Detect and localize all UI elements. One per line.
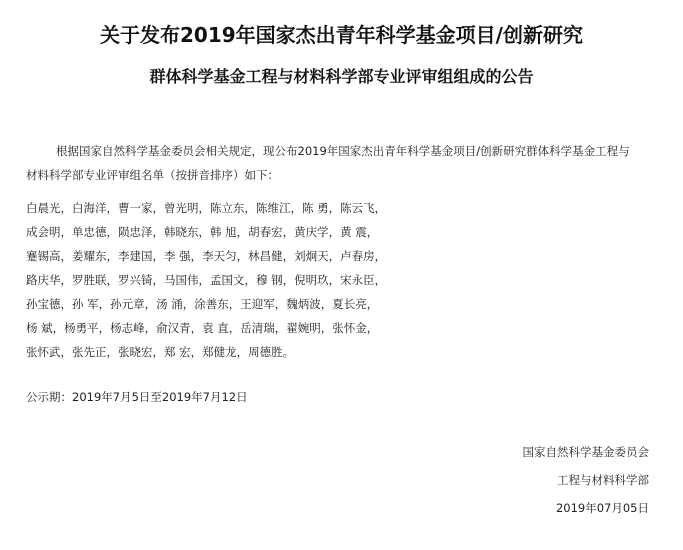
- name-list-line: 杨 斌，杨勇平，杨志峰，俞汉青，袁 直，岳清瑞，翟婉明，张怀金，: [26, 321, 379, 335]
- signature-department: 工程与材料科学部: [557, 473, 649, 487]
- name-list-line: 蹇锡高，姜耀东，李建国，李 强，李天匀，林昌健，刘炯天，卢春房，: [26, 249, 387, 263]
- signature-date: 2019年07月05日: [555, 501, 649, 515]
- announcement-title: 关于发布2019年国家杰出青年科学基金项目/创新研究: [100, 23, 583, 47]
- signature-organization: 国家自然科学基金委员会: [522, 445, 649, 459]
- announcement-subtitle: 群体科学基金工程与材料科学部专业评审组组成的公告: [149, 67, 534, 86]
- intro-paragraph-line-2: 材料科学部专业评审组名单（按拼音排序）如下：: [26, 168, 279, 182]
- name-list-line: 成会明，单忠德，陨忠泽，韩晓东，韩 旭，胡春宏，黄庆学，黄 震，: [26, 225, 379, 239]
- name-list-line: 白晨光，白海洋，曹一家，曾光明，陈立东，陈维江，陈 勇，陈云飞，: [26, 201, 387, 215]
- reviewer-name-list: [26, 196, 666, 364]
- publicity-period: 公示期：2019年7月5日至2019年7月12日: [26, 390, 248, 404]
- intro-paragraph-line-1: 根据国家自然科学基金委员会相关规定，现公布2019年国家杰出青年科学基金项目/创新研究群体科学基金工程与: [56, 144, 630, 158]
- name-list-line: 孙宝德，孙 军，孙元章，汤 涌，涂善东，王迎军，魏炳波，夏长亮，: [26, 297, 379, 311]
- name-list-line: 路庆华，罗胜联，罗兴锜，马国伟，孟国文，穆 钢，倪明玖，宋永臣，: [26, 273, 387, 287]
- name-list-line: 张怀武，张先正，张晓宏，郑 宏，郑健龙，周德胜。: [26, 345, 295, 359]
